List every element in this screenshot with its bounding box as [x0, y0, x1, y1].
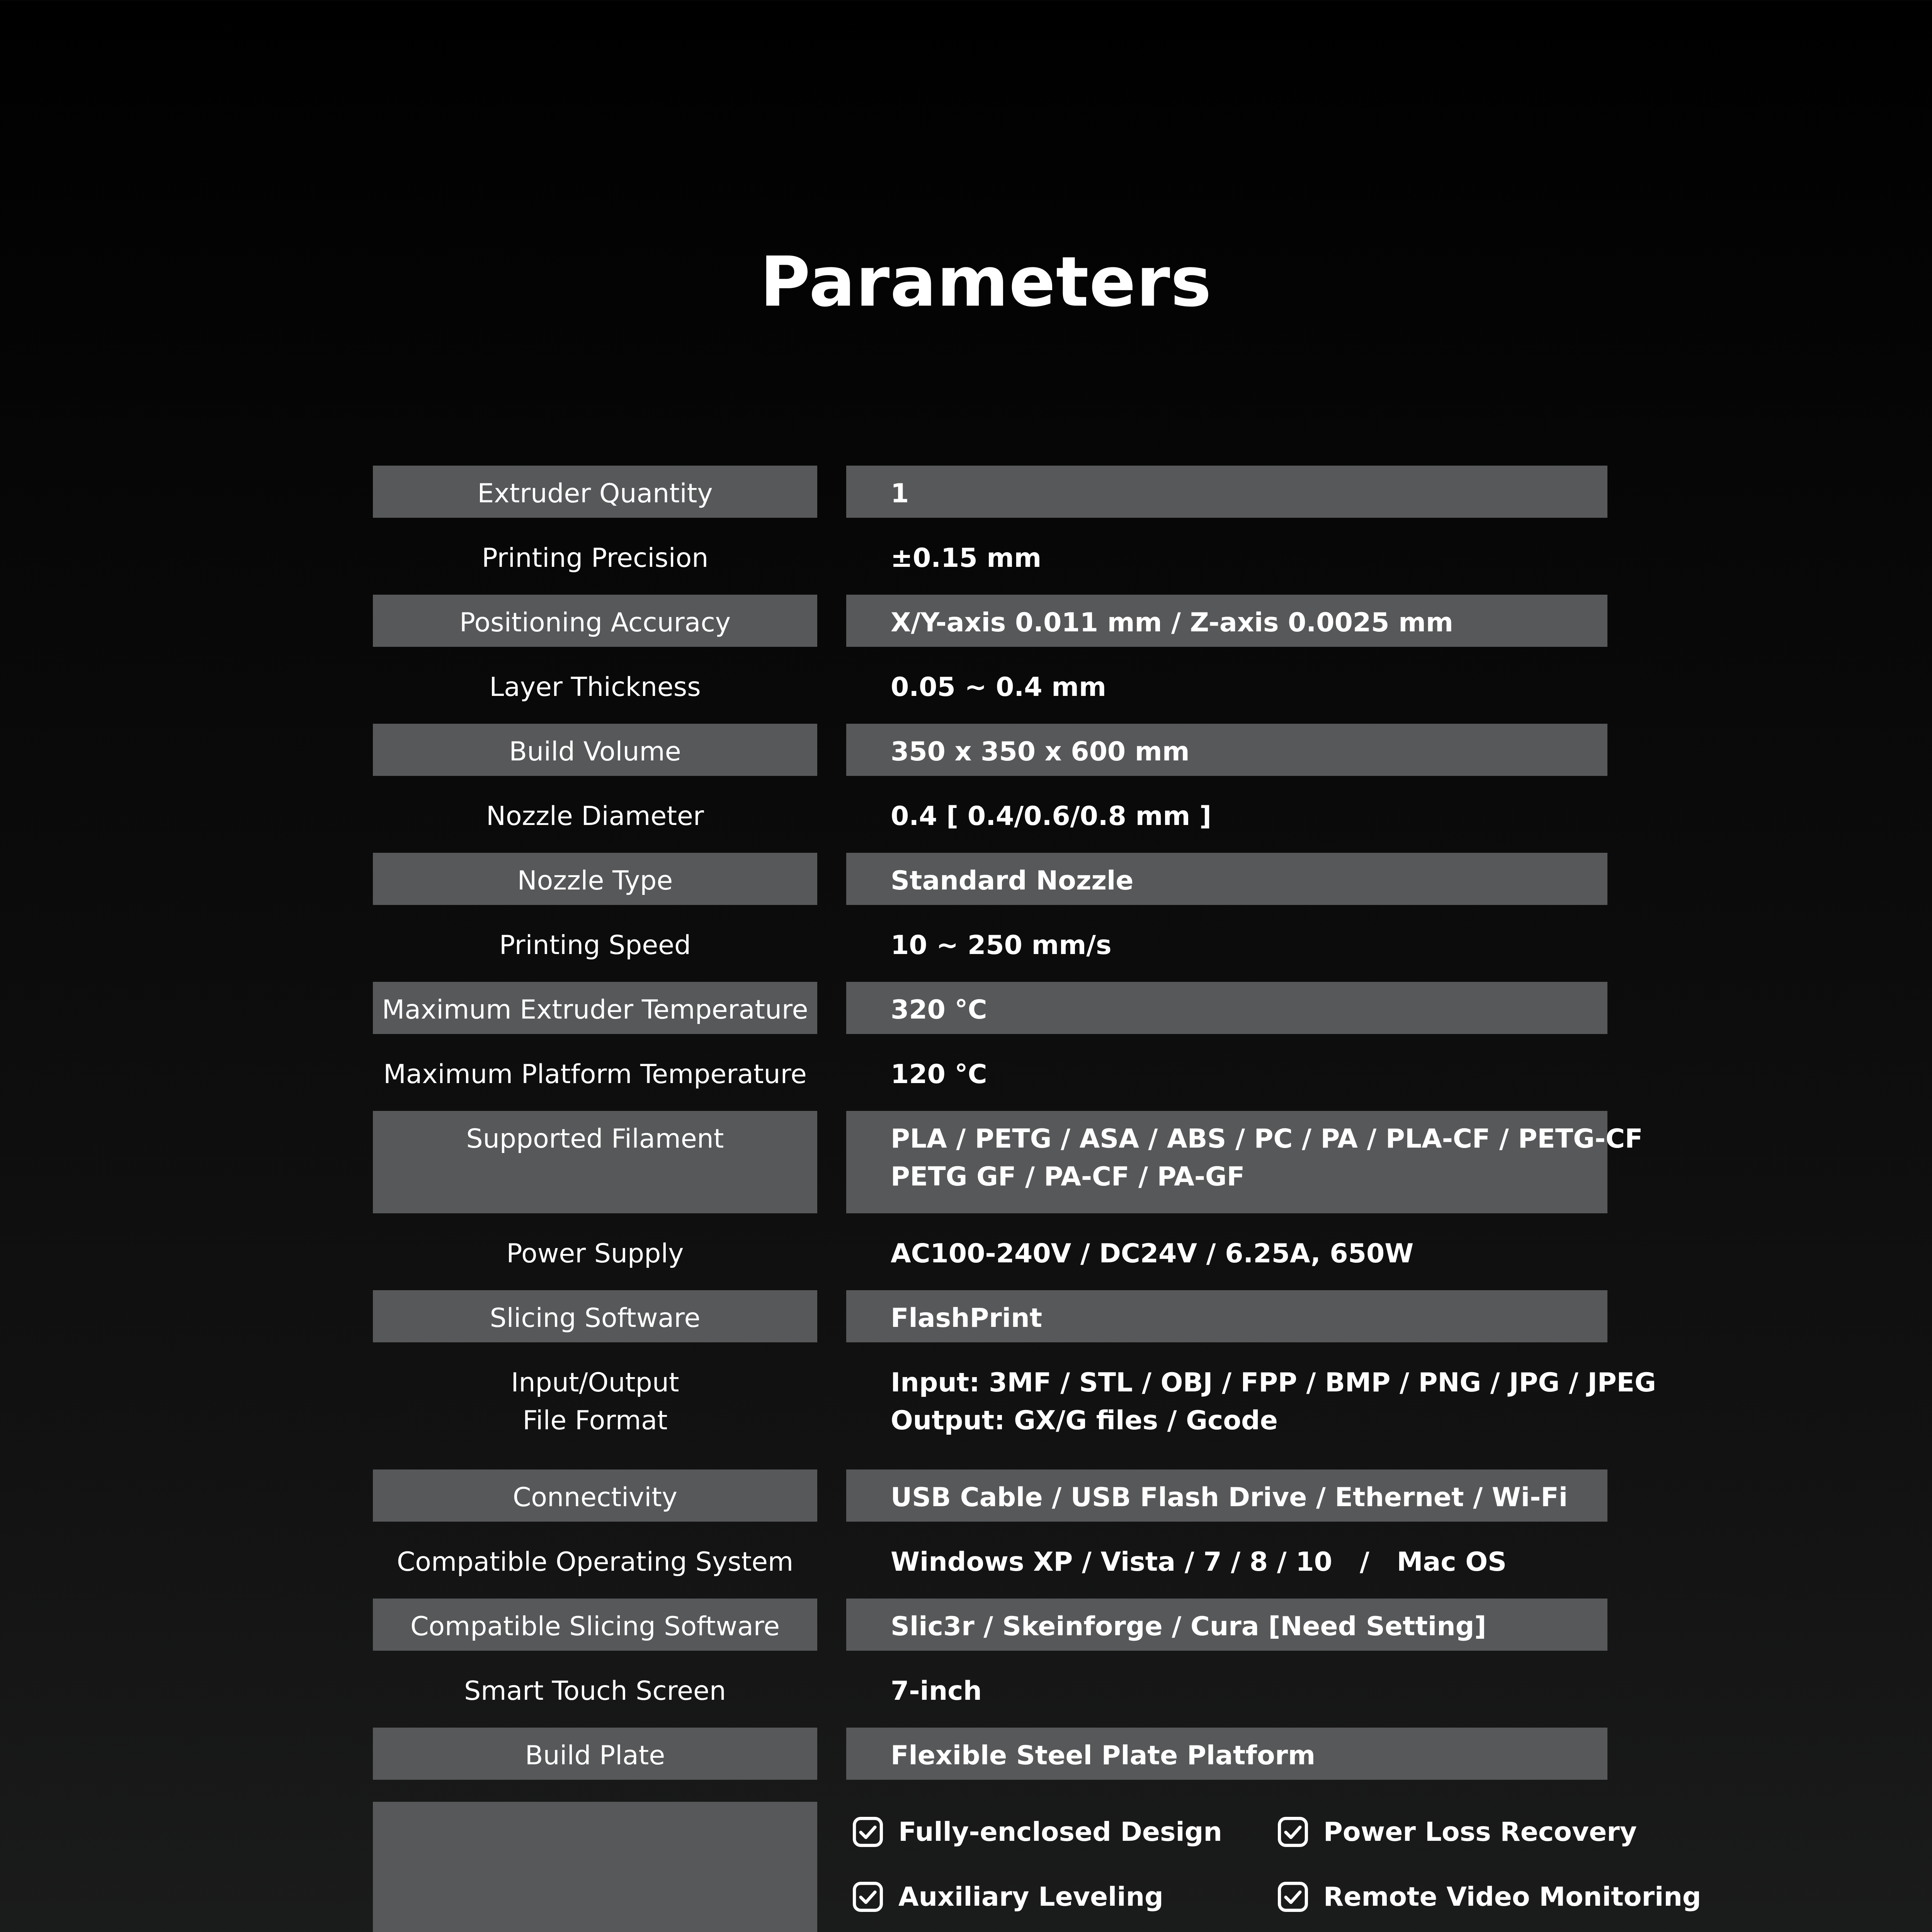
spec-label: Build Volume: [373, 724, 817, 776]
spec-row-extruder-quantity: [373, 466, 1607, 518]
spec-label: Nozzle Type: [373, 853, 817, 905]
feature-item: [852, 1813, 1277, 1851]
spec-value: 10 ~ 250 mm/s: [891, 930, 1112, 961]
feature-label: Power Loss Recovery: [1323, 1816, 1637, 1847]
other-features-label: [373, 1802, 817, 1932]
checkbox-checked-icon: [852, 1816, 884, 1848]
spec-table: [373, 466, 1656, 1792]
spec-label: Compatible Operating System: [396, 1547, 794, 1577]
spec-row-build-volume: [373, 724, 1607, 776]
spec-row-compatible-slicing-software: [373, 1599, 1607, 1651]
spec-row-printing-precision: [373, 530, 1607, 582]
spec-value: USB Cable / USB Flash Drive / Ethernet / Wi-Fi: [846, 1469, 1607, 1522]
spec-row-slicing-software: [373, 1290, 1607, 1342]
spec-label: Compatible Slicing Software: [373, 1599, 817, 1651]
spec-value: FlashPrint: [846, 1290, 1607, 1342]
spec-label: Extruder Quantity: [373, 466, 817, 518]
spec-label: Supported Filament: [373, 1111, 817, 1213]
spec-value: X/Y-axis 0.011 mm / Z-axis 0.0025 mm: [846, 595, 1607, 647]
spec-row-positioning-accuracy: [373, 595, 1607, 647]
checkbox-checked-icon: [1277, 1881, 1309, 1913]
spec-value: Flexible Steel Plate Platform: [846, 1728, 1607, 1780]
spec-row-smart-touch-screen: [373, 1663, 1607, 1715]
spec-value: 0.05 ~ 0.4 mm: [891, 672, 1106, 702]
spec-row-supported-filament: [373, 1111, 1643, 1213]
spec-label: Printing Precision: [481, 543, 709, 573]
spec-row-nozzle-diameter: [373, 788, 1607, 840]
spec-label: Positioning Accuracy: [373, 595, 817, 647]
other-features-section: [373, 1802, 1701, 1932]
spec-row-printing-speed: [373, 917, 1607, 969]
spec-label: Maximum Platform Temperature: [383, 1059, 807, 1090]
spec-label: Build Plate: [373, 1728, 817, 1780]
spec-row-nozzle-type: [373, 853, 1607, 905]
spec-value: Input: 3MF / STL / OBJ / FPP / BMP / PNG / JPG / JPEG Output: GX/G files / Gcode: [891, 1367, 1656, 1436]
spec-value: 320 °C: [846, 982, 1607, 1034]
spec-value: 350 x 350 x 600 mm: [846, 724, 1607, 776]
spec-value: 7-inch: [891, 1676, 982, 1706]
features-list: [852, 1813, 1702, 1932]
spec-row-connectivity: [373, 1469, 1607, 1522]
spec-row-power-supply: [373, 1226, 1607, 1278]
spec-row-max-platform-temperature: [373, 1046, 1607, 1099]
feature-item: [852, 1878, 1277, 1916]
spec-value: AC100-240V / DC24V / 6.25A, 650W: [891, 1238, 1414, 1269]
spec-value: Standard Nozzle: [846, 853, 1607, 905]
spec-row-layer-thickness: [373, 659, 1607, 711]
page-title: Parameters: [760, 242, 1212, 322]
spec-label: Layer Thickness: [489, 672, 701, 702]
spec-value: 0.4 [ 0.4/0.6/0.8 mm ]: [891, 801, 1212, 832]
spec-label: Power Supply: [506, 1238, 684, 1269]
feature-item: [1277, 1878, 1702, 1916]
spec-label: Slicing Software: [373, 1290, 817, 1342]
spec-value: 1: [846, 466, 1607, 518]
spec-row-max-extruder-temperature: [373, 982, 1607, 1034]
spec-label: Smart Touch Screen: [464, 1676, 726, 1706]
spec-value: 120 °C: [891, 1059, 987, 1090]
spec-value: ±0.15 mm: [891, 543, 1042, 573]
feature-label: Fully-enclosed Design: [898, 1816, 1222, 1847]
spec-row-build-plate: [373, 1728, 1607, 1780]
spec-value: PLA / PETG / ASA / ABS / PC / PA / PLA-CF / PETG-CF PETG GF / PA-CF / PA-GF: [846, 1111, 1607, 1213]
spec-label: Input/Output File Format: [511, 1367, 679, 1436]
spec-value: Slic3r / Skeinforge / Cura [Need Setting]: [846, 1599, 1607, 1651]
spec-row-file-format: [373, 1355, 1656, 1457]
spec-row-compatible-os: [373, 1534, 1607, 1586]
feature-label: Auxiliary Leveling: [898, 1881, 1163, 1912]
spec-label: Printing Speed: [499, 930, 691, 961]
feature-label: Remote Video Monitoring: [1323, 1881, 1701, 1912]
spec-label: Nozzle Diameter: [486, 801, 704, 832]
spec-value: Windows XP / Vista / 7 / 8 / 10 / Mac OS: [891, 1547, 1507, 1577]
checkbox-checked-icon: [1277, 1816, 1309, 1848]
feature-item: [1277, 1813, 1702, 1851]
checkbox-checked-icon: [852, 1881, 884, 1913]
spec-label: Maximum Extruder Temperature: [373, 982, 817, 1034]
spec-label: Connectivity: [373, 1469, 817, 1522]
